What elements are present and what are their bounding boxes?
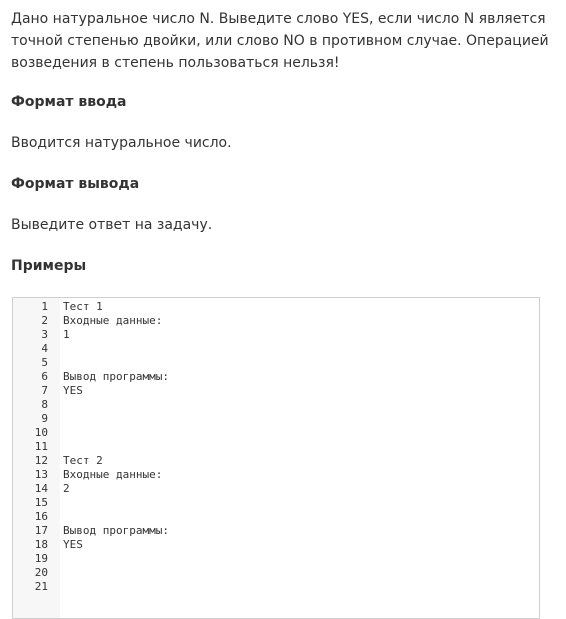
line-number: 13 (34, 468, 48, 481)
line-text (48, 566, 539, 580)
line-text: YES (63, 538, 83, 551)
code-line (13, 370, 539, 384)
line-number: 14 (34, 482, 48, 495)
code-line (13, 398, 539, 412)
line-number: 18 (34, 538, 48, 551)
line-number: 19 (34, 552, 48, 565)
line-number: 11 (34, 440, 48, 453)
line-text (48, 510, 539, 524)
line-text: 1 (63, 328, 70, 341)
line-number: 2 (41, 314, 48, 327)
examples-heading: Примеры (11, 258, 87, 274)
line-number: 15 (34, 496, 48, 509)
line-number: 10 (34, 426, 48, 439)
code-line (13, 524, 539, 538)
code-line (13, 580, 539, 594)
line-text: Вывод программы: (63, 524, 169, 537)
line-text: Тест 2 (63, 454, 103, 467)
output-format-text: Выведите ответ на задачу. (11, 217, 213, 233)
code-line (13, 384, 539, 398)
line-text (48, 552, 539, 566)
code-line (13, 496, 539, 510)
line-text (48, 580, 539, 594)
line-text (48, 440, 539, 454)
line-text (48, 496, 539, 510)
problem-statement: Дано натуральное число N. Выведите слово YES, если число N является точной степенью двойки, или слово NO в противном случае. Операцией возведения в степень пользоваться нельзя! (11, 11, 549, 71)
code-lines (13, 300, 539, 594)
line-text (48, 356, 539, 370)
code-line (13, 538, 539, 552)
code-line (13, 426, 539, 440)
line-number: 17 (34, 524, 48, 537)
code-line (13, 300, 539, 314)
line-text: 2 (63, 482, 70, 495)
code-line (13, 412, 539, 426)
line-text: YES (63, 384, 83, 397)
line-number: 20 (34, 566, 48, 579)
line-text: Входные данные: (63, 314, 163, 327)
line-number: 4 (41, 342, 48, 355)
code-line (13, 566, 539, 580)
code-line (13, 314, 539, 328)
code-line (13, 356, 539, 370)
code-line (13, 482, 539, 496)
line-text (48, 398, 539, 412)
line-number: 7 (41, 384, 48, 397)
line-number: 3 (41, 328, 48, 341)
code-line (13, 468, 539, 482)
problem-content (11, 8, 551, 274)
line-number: 16 (34, 510, 48, 523)
line-text: Тест 1 (63, 300, 103, 313)
code-line (13, 510, 539, 524)
code-line (13, 454, 539, 468)
input-format-heading: Формат ввода (11, 94, 127, 110)
code-line (13, 328, 539, 342)
line-number: 8 (41, 398, 48, 411)
line-number: 21 (34, 580, 48, 593)
line-text (48, 412, 539, 426)
line-number: 1 (41, 300, 48, 313)
line-text (48, 342, 539, 356)
line-number: 12 (34, 454, 48, 467)
line-text (48, 426, 539, 440)
line-number: 6 (41, 370, 48, 383)
line-number: 5 (41, 356, 48, 369)
line-text: Входные данные: (63, 468, 163, 481)
code-line (13, 440, 539, 454)
input-format-text: Вводится натуральное число. (11, 135, 232, 151)
output-format-heading: Формат вывода (11, 176, 140, 192)
code-line (13, 552, 539, 566)
code-line (13, 342, 539, 356)
line-text: Вывод программы: (63, 370, 169, 383)
examples-code-box[interactable] (12, 297, 540, 619)
line-number: 9 (41, 412, 48, 425)
